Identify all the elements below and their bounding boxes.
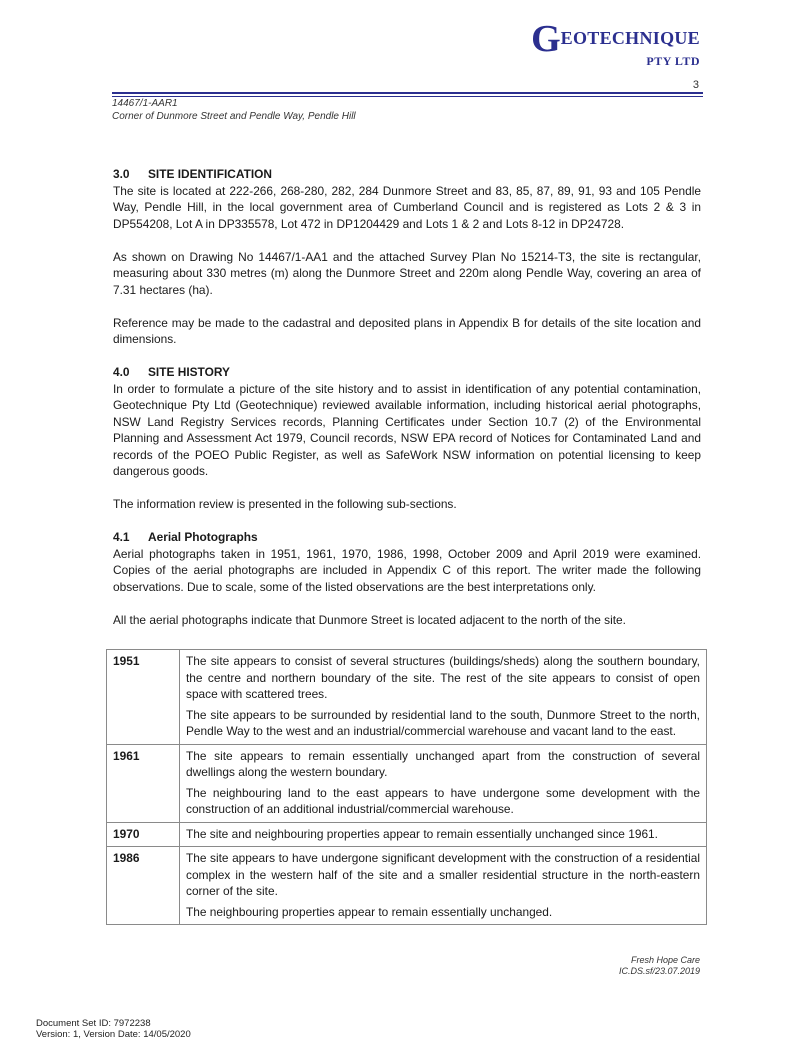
- year-cell: 1970: [107, 822, 180, 847]
- paragraph: In order to formulate a picture of the site history and to assist in identification of any potential contamination, Geotechnique Pty Ltd (Geotechnique) reviewed available information, including historical aerial photographs, NSW Land Registry Services records, Planning Certificates under Section 10.7 (2) of the Environmental Planning and Assessment Act 1979, Council records, NSW EPA record of Notices for Contaminated Land and records of the POEO Public Register, as well as SafeWork NSW information on potential licensing to keep dangerous goods.: [113, 381, 701, 478]
- table-row: [107, 847, 707, 925]
- observation-cell: [180, 847, 707, 925]
- section-heading-site-history: 4.0 SITE HISTORY: [113, 365, 230, 379]
- table-row: [107, 650, 707, 745]
- document-set-info: [36, 1018, 191, 1040]
- observation-text: The neighbouring properties appear to remain essentially unchanged.: [186, 904, 553, 919]
- year-cell: 1986: [107, 847, 180, 925]
- paragraph: The information review is presented in the following sub-sections.: [113, 497, 457, 511]
- paragraph: All the aerial photographs indicate that Dunmore Street is located adjacent to the north of the site.: [113, 612, 626, 627]
- version-info: Version: 1, Version Date: 14/05/2020: [36, 1029, 191, 1040]
- aerial-photo-table: [106, 649, 707, 925]
- observation-text: The site appears to be surrounded by residential land to the south, Dunmore Street to the north, Pendle Way to the west and an industrial/commercial warehouse and vacant land to the east.: [186, 707, 700, 738]
- table-row: [107, 822, 707, 847]
- document-set-id: Document Set ID: 7972238: [36, 1018, 151, 1029]
- paragraph: The site is located at 222-266, 268-280, 282, 284 Dunmore Street and 83, 85, 87, 89, 91, 93 and 105 Pendle Way, Pendle Hill, in the local government area of Cumberland Council and is registered as Lots 2 & 3 in DP554208, Lot A in DP335578, Lot 472 in DP1204429 and Lots 1 & 2 and Lots 8-12 in DP24728.: [113, 183, 701, 231]
- logo-name: EOTECHNIQUE: [560, 28, 700, 48]
- header-reference: [112, 97, 356, 123]
- document-code: IC.DS.sf/23.07.2019: [618, 966, 700, 976]
- year-cell: 1951: [107, 650, 180, 745]
- year-cell: 1961: [107, 744, 180, 822]
- observation-cell: [180, 650, 707, 745]
- client-name: Fresh Hope Care: [630, 955, 700, 965]
- logo-initial: G: [531, 18, 561, 60]
- section-heading-site-identification: 3.0 SITE IDENTIFICATION: [113, 167, 272, 181]
- table-row: [107, 744, 707, 822]
- footer-reference: [619, 955, 700, 977]
- paragraph: As shown on Drawing No 14467/1-AA1 and the attached Survey Plan No 15214-T3, the site is rectangular, measuring about 330 metres (m) along the Dunmore Street and 220m along Pendle Way, covering an area of 7.31 hectares (ha).: [113, 249, 701, 297]
- paragraph: Reference may be made to the cadastral and deposited plans in Appendix B for details of the site location and dimensions.: [113, 315, 701, 346]
- observation-text: The neighbouring land to the east appears to have undergone some development with the construction of an additional industrial/commercial warehouse.: [186, 785, 700, 816]
- logo-subtitle: PTY LTD: [646, 54, 700, 68]
- header-rule: [112, 92, 703, 94]
- site-address: Corner of Dunmore Street and Pendle Way, Pendle Hill: [112, 111, 356, 122]
- company-logo: [531, 20, 700, 69]
- page-number: 3: [692, 79, 699, 91]
- paragraph: Aerial photographs taken in 1951, 1961, 1970, 1986, 1998, October 2009 and April 2019 were examined. Copies of the aerial photographs are included in Appendix C of this report. The writer made the following observations. Due to scale, some of the listed observations are the best interpretations only.: [113, 546, 701, 594]
- observation-text: The site and neighbouring properties appear to remain essentially unchanged since 1961.: [186, 826, 658, 841]
- observation-text: The site appears to consist of several structures (buildings/sheds) along the southern boundary, the centre and northern boundary of the site. The rest of the site appears to consist of open space with scattered trees.: [186, 654, 700, 701]
- observation-text: The site appears to remain essentially unchanged apart from the construction of several dwellings along the western boundary.: [186, 748, 700, 779]
- section-heading-aerial-photographs: 4.1 Aerial Photographs: [113, 530, 258, 544]
- observation-text: The site appears to have undergone significant development with the construction of a residential complex in the western half of the site and a smaller residential structure in the north-eastern corner of the site.: [186, 851, 700, 898]
- report-number: 14467/1-AAR1: [112, 98, 178, 109]
- observation-cell: [180, 744, 707, 822]
- document-body: [113, 166, 701, 628]
- observation-cell: [180, 822, 707, 847]
